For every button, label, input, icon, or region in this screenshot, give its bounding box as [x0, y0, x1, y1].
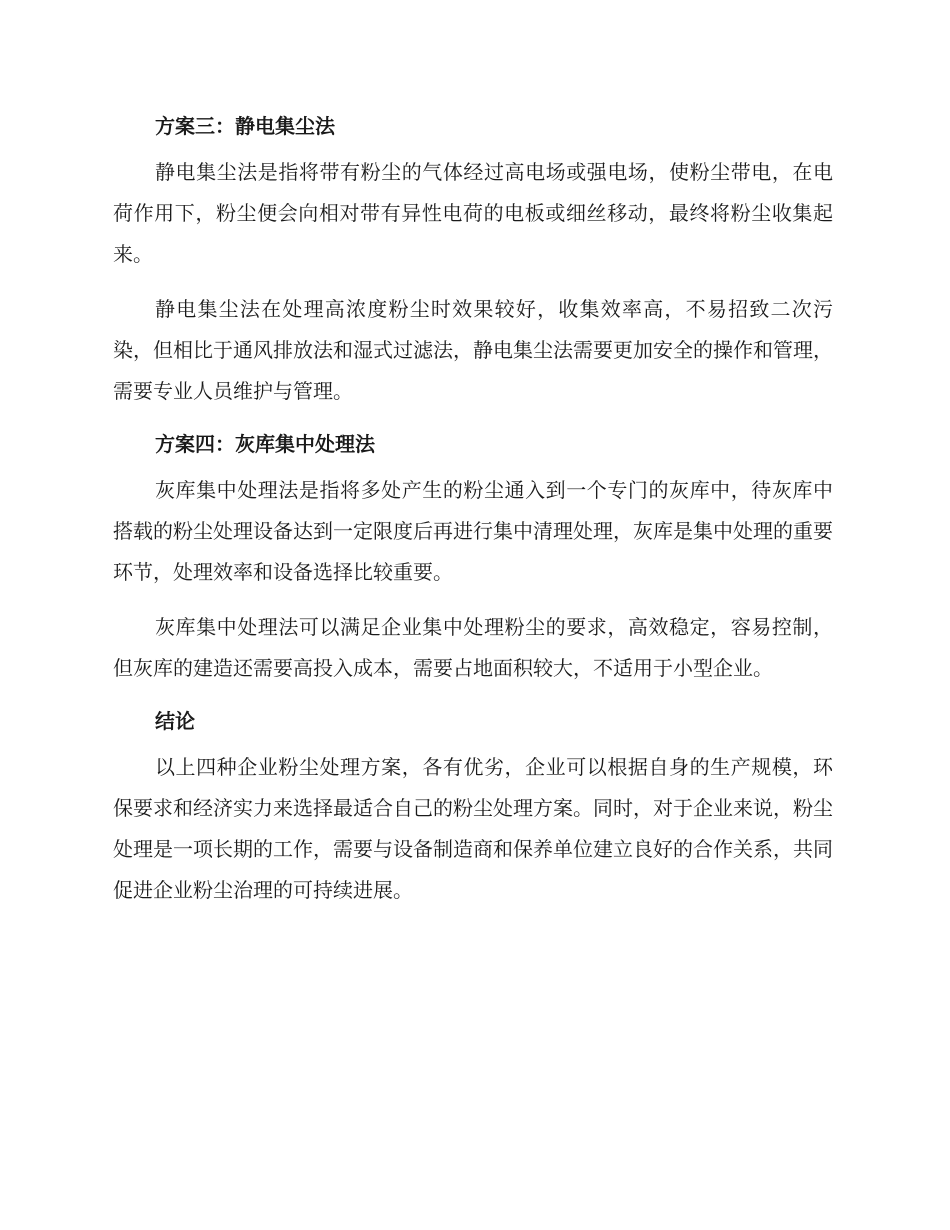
- section-heading-ash-storage: 方案四：灰库集中处理法: [155, 432, 375, 456]
- paragraph-electrostatic-definition: 静电集尘法是指将带有粉尘的气体经过高电场或强电场，使粉尘带电，在电荷作用下，粉尘便会向相对带有异性电荷的电板或细丝移动，最终将粉尘收集起来。: [113, 160, 833, 266]
- paragraph-conclusion: 以上四种企业粉尘处理方案，各有优劣，企业可以根据自身的生产规模，环保要求和经济实力来选择最适合自己的粉尘处理方案。同时，对于企业来说，粉尘处理是一项长期的工作，需要与设备制造商和保养单位建立良好的合作关系，共同促进企业粉尘治理的可持续进展。: [113, 755, 833, 902]
- paragraph-ash-storage-evaluation: 灰库集中处理法可以满足企业集中处理粉尘的要求，高效稳定，容易控制，但灰库的建造还需要高投入成本，需要占地面积较大，不适用于小型企业。: [113, 615, 833, 680]
- paragraph-electrostatic-evaluation: 静电集尘法在处理高浓度粉尘时效果较好，收集效率高，不易招致二次污染，但相比于通风排放法和湿式过滤法，静电集尘法需要更加安全的操作和管理，需要专业人员维护与管理。: [113, 297, 833, 403]
- paragraph-ash-storage-definition: 灰库集中处理法是指将多处产生的粉尘通入到一个专门的灰库中，待灰库中搭载的粉尘处理设备达到一定限度后再进行集中清理处理，灰库是集中处理的重要环节，处理效率和设备选择比较重要。: [113, 478, 833, 584]
- document-page: [113, 108, 833, 925]
- section-heading-electrostatic: 方案三：静电集尘法: [155, 114, 335, 138]
- section-heading-conclusion: 结论: [155, 709, 195, 733]
